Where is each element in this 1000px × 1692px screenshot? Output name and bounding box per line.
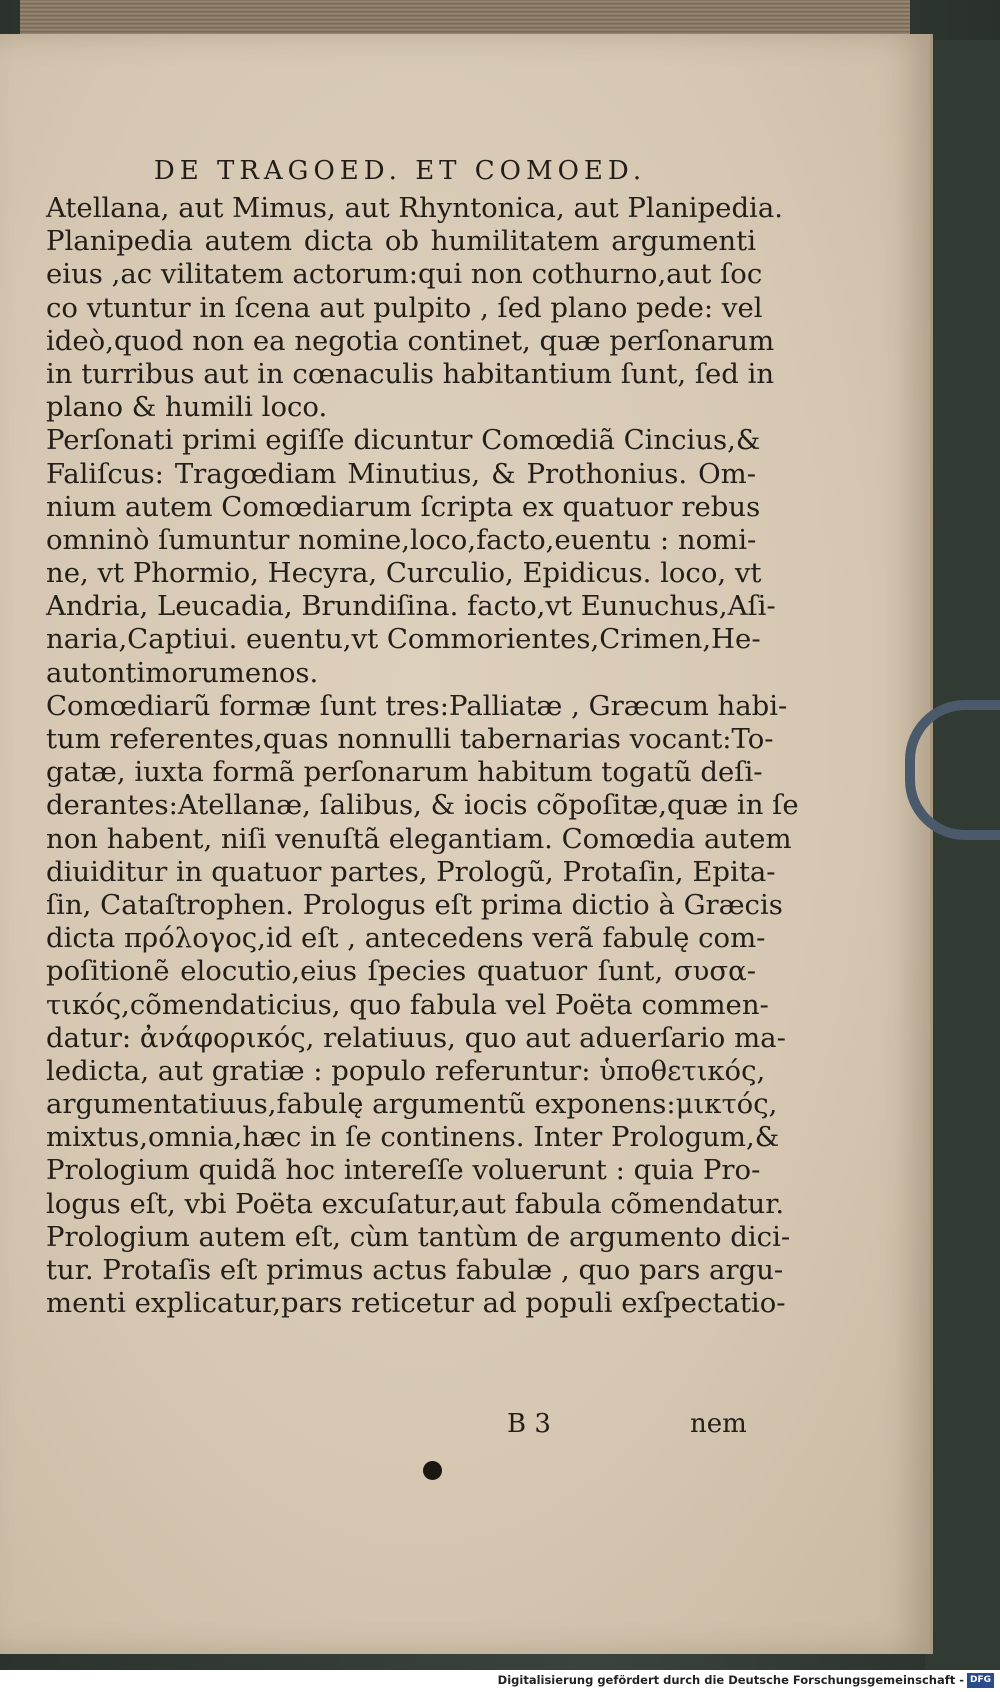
footer-credit: Digitalisierung gefördert durch die Deutsche Forschungsgemeinschaft - xyxy=(497,1673,964,1687)
text-line: diuiditur in quatuor partes, Prologũ, Protaſin, Epita- xyxy=(46,855,776,888)
book-clasp-strap xyxy=(905,700,1000,840)
text-line: menti explicatur,pars reticetur ad populi exſpectatio- xyxy=(46,1287,786,1320)
text-line: Planipedia autem dicta ob humilitatem argumenti xyxy=(46,225,756,258)
book-page xyxy=(0,34,933,1654)
text-line: Atellana, aut Mimus, aut Rhyntonica, aut Planipedia. xyxy=(46,192,783,224)
text-line: τικός,cõmendaticius, quo fabula vel Poëta commen- xyxy=(46,988,769,1021)
text-line: naria,Captiui. euentu,vt Commorientes,Crimen,He- xyxy=(46,623,761,656)
text-line: ideò,quod non ea negotia continet, quæ perſonarum xyxy=(46,324,775,357)
text-line: co vtuntur in ſcena aut pulpito , ſed plano pede: vel xyxy=(46,291,763,324)
text-line: plano & humili loco. xyxy=(46,391,328,424)
signature-mark: B 3 xyxy=(507,1409,551,1439)
text-line: tur. Protaſis eſt primus actus fabulæ , quo pars argu- xyxy=(46,1254,784,1286)
text-line: Perſonati primi egiſſe dicuntur Comœdiã Cincius,& xyxy=(46,424,761,457)
text-line: Prologium autem eſt, cùm tantùm de argumento dici- xyxy=(46,1220,791,1253)
text-line: nium autem Comœdiarum ſcripta ex quatuor rebus xyxy=(46,490,761,523)
text-line: poſitionẽ elocutio,eius ſpecies quatuor ſunt, συσα- xyxy=(46,955,756,988)
footer-bar xyxy=(0,1670,1000,1692)
ink-dot xyxy=(423,1461,442,1480)
text-line: Comœdiarũ formæ ſunt tres:Palliatæ , Græcum habi- xyxy=(46,689,788,722)
text-line: Prologium quidã hoc intereſſe voluerunt : quia Pro- xyxy=(46,1154,761,1187)
text-line: ledicta, aut gratiæ : populo referuntur: ὑποθετικός, xyxy=(46,1054,766,1087)
text-line: autontimorumenos. xyxy=(46,656,319,689)
text-line: non habent, niſi venuſtã elegantiam. Comœdia autem xyxy=(46,822,792,855)
text-line: mixtus,omnia,hæc in ſe continens. Inter Prologum,& xyxy=(46,1121,780,1154)
book-cover-edge xyxy=(925,40,1000,1670)
text-line: in turribus aut in cœnaculis habitantium ſunt, ſed in xyxy=(46,357,775,390)
dfg-logo: DFG xyxy=(967,1673,994,1688)
text-line: Faliſcus: Tragœdiam Minutius, & Prothonius. Om- xyxy=(46,457,756,490)
text-block xyxy=(46,192,799,1320)
text-line: logus eſt, vbi Poëta excuſatur,aut fabula cõmendatur. xyxy=(46,1187,785,1220)
text-line: gatæ, iuxta formã perſonarum habitum togatũ deſi- xyxy=(46,756,763,789)
text-line: ne, vt Phormio, Hecyra, Curculio, Epidicus. loco, vt xyxy=(46,557,762,590)
text-line: omninò ſumuntur nomine,loco,facto,euentu : nomi- xyxy=(46,523,757,556)
text-line: derantes:Atellanæ, ſalibus, & iocis cõpoſitæ,quæ in ſe xyxy=(46,789,799,822)
text-line: Andria, Leucadia, Brundiſina. facto,vt Eunuchus,Aſi- xyxy=(46,590,776,623)
text-line: ſin, Cataſtrophen. Prologus eſt prima dictio à Græcis xyxy=(46,888,783,921)
text-line: eius ,ac vilitatem actorum:qui non cothurno,aut ſoc xyxy=(46,258,763,291)
catchword: nem xyxy=(690,1409,747,1439)
running-head: DE TRAGOED. ET COMOED. xyxy=(153,156,647,186)
text-line: tum referentes,quas nonnulli tabernarias vocant:To- xyxy=(46,723,774,755)
text-line: dicta πρόλογος,id eſt , antecedens verã fabulę com- xyxy=(46,922,766,955)
signature-line xyxy=(0,1409,760,1443)
text-line: datur: ἀνάφορικός, relatiuus, quo aut aduerſario ma- xyxy=(46,1021,786,1054)
text-line: argumentatiuus,fabulę argumentũ exponens:μικτός, xyxy=(46,1088,778,1121)
